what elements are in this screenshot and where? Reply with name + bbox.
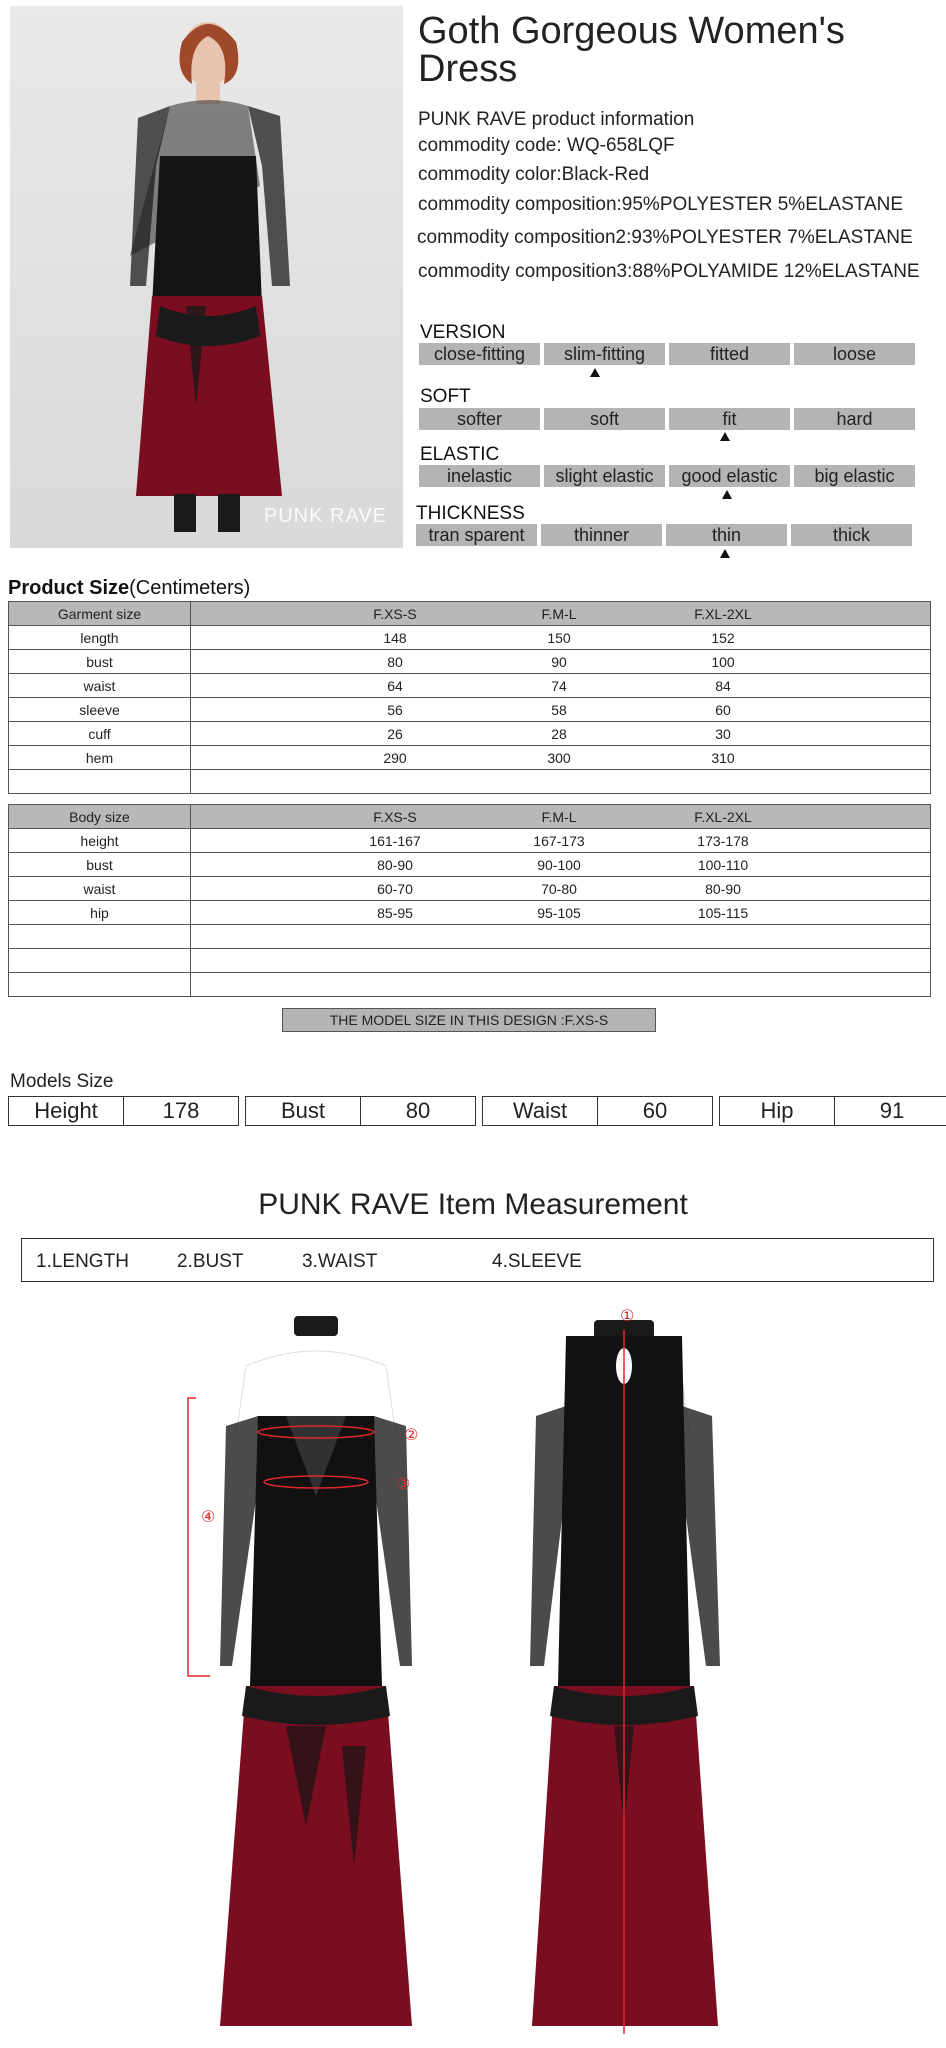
elastic-option: good elastic — [669, 465, 790, 487]
version-option: fitted — [669, 343, 790, 365]
row-label: cuff — [9, 722, 191, 746]
table-cell: 58 — [551, 701, 567, 718]
row-values — [191, 973, 931, 997]
row-values — [191, 722, 931, 746]
table-cell: 64 — [387, 677, 403, 694]
table-row — [9, 650, 931, 674]
models-size-item — [482, 1096, 713, 1126]
product-size-title — [8, 577, 250, 600]
row-values — [191, 650, 931, 674]
row-values — [191, 746, 931, 770]
row-label — [9, 973, 191, 997]
elastic-option: inelastic — [419, 465, 540, 487]
table-header-row — [9, 602, 931, 626]
table-row — [9, 901, 931, 925]
row-label: waist — [9, 674, 191, 698]
table-cell: 28 — [551, 725, 567, 742]
table-cell: 90 — [551, 653, 567, 670]
models-size-item — [719, 1096, 946, 1126]
comp3-value: 88%POLYAMIDE 12%ELASTANE — [632, 261, 920, 282]
row-label: sleeve — [9, 698, 191, 722]
table-header-cell: Garment size — [9, 602, 191, 626]
garment-size-table — [8, 601, 931, 794]
table-cell: 85-95 — [377, 904, 413, 921]
commodity-code — [418, 135, 675, 157]
measure-value: 60 — [597, 1097, 712, 1125]
measure-value: 178 — [123, 1097, 238, 1125]
soft-option: hard — [794, 408, 915, 430]
comp1-value: 95%POLYESTER 5%ELASTANE — [621, 194, 904, 215]
row-values — [191, 698, 931, 722]
attr-version-scale — [419, 343, 915, 365]
row-label — [9, 770, 191, 794]
table-row — [9, 722, 931, 746]
commodity-composition-3 — [418, 261, 920, 283]
table-cell: 74 — [551, 677, 567, 694]
thickness-option: thinner — [541, 524, 662, 546]
measure-label: Hip — [760, 1098, 794, 1123]
table-row — [9, 829, 931, 853]
table-header-cells — [191, 602, 931, 626]
attr-elastic-label: ELASTIC — [420, 444, 500, 465]
row-values — [191, 674, 931, 698]
table-cell: 60-70 — [377, 880, 413, 897]
row-values — [191, 853, 931, 877]
table-cell: 100-110 — [697, 856, 749, 873]
color-label: commodity color: — [418, 164, 562, 185]
marker-waist: ③ — [396, 1476, 411, 1493]
product-photo — [10, 6, 403, 548]
table-row-empty — [9, 770, 931, 794]
elastic-option: big elastic — [794, 465, 915, 487]
dress-front-view — [186, 1306, 516, 2046]
row-values — [191, 901, 931, 925]
dress-back-illustration — [510, 1306, 840, 2046]
table-cell: 70-80 — [541, 880, 577, 897]
table-cell: 80-90 — [377, 856, 413, 873]
legend-sleeve: 4.SLEEVE — [492, 1251, 582, 1272]
table-cell: 100 — [711, 653, 735, 670]
row-label: hem — [9, 746, 191, 770]
table-cell: 161-167 — [369, 832, 421, 849]
row-values — [191, 829, 931, 853]
table-row-empty — [9, 925, 931, 949]
row-label: hip — [9, 901, 191, 925]
elastic-selected-marker — [722, 490, 732, 499]
model-dress-illustration — [10, 6, 403, 548]
version-option: loose — [794, 343, 915, 365]
soft-selected-marker — [720, 432, 730, 441]
attr-elastic-scale — [419, 465, 915, 487]
marker-length: ① — [620, 1308, 635, 1325]
code-value: WQ-658LQF — [566, 135, 675, 156]
row-label: waist — [9, 877, 191, 901]
version-option: slim-fitting — [544, 343, 665, 365]
comp2-value: 93%POLYESTER 7%ELASTANE — [631, 227, 913, 248]
row-values — [191, 949, 931, 973]
table-cell: 80-90 — [705, 880, 741, 897]
marker-sleeve: ④ — [201, 1509, 216, 1526]
models-size-item — [8, 1096, 239, 1126]
measurement-title: PUNK RAVE Item Measurement — [258, 1188, 688, 1221]
thickness-selected-marker — [720, 549, 730, 558]
table-header-cell: F.XL-2XL — [694, 808, 752, 825]
table-header-cell: F.XL-2XL — [694, 605, 752, 622]
table-cell: 152 — [711, 629, 735, 646]
table-header-cell: F.M-L — [541, 808, 577, 825]
version-option: close-fitting — [419, 343, 540, 365]
table-cell: 290 — [383, 749, 407, 766]
legend-waist: 3.WAIST — [302, 1251, 378, 1272]
table-header-cell: Body size — [9, 805, 191, 829]
measure-value: 91 — [834, 1097, 946, 1125]
table-cell: 80 — [387, 653, 403, 670]
table-row — [9, 877, 931, 901]
attr-thickness-scale — [416, 524, 912, 546]
attr-version-label: VERSION — [420, 322, 506, 343]
measure-label: Height — [34, 1098, 98, 1123]
comp3-label: commodity composition3: — [418, 261, 633, 282]
marker-bust: ② — [404, 1427, 419, 1444]
table-header-cell: F.XS-S — [373, 808, 417, 825]
table-header-cells — [191, 805, 931, 829]
thickness-option: thin — [666, 524, 787, 546]
legend-bust: 2.BUST — [177, 1251, 244, 1272]
table-row — [9, 698, 931, 722]
brand-watermark: PUNK RAVE — [263, 505, 387, 527]
dress-back-view — [510, 1306, 840, 2046]
table-cell: 150 — [547, 629, 571, 646]
row-values — [191, 626, 931, 650]
info-heading: PUNK RAVE product information — [418, 109, 695, 130]
soft-option: softer — [419, 408, 540, 430]
row-values — [191, 770, 931, 794]
table-header-cell: F.M-L — [541, 605, 577, 622]
table-row-empty — [9, 949, 931, 973]
code-label: commodity code: — [418, 135, 562, 156]
table-cell: 56 — [387, 701, 403, 718]
thickness-option: thick — [791, 524, 912, 546]
soft-option: soft — [544, 408, 665, 430]
table-cell: 95-105 — [537, 904, 581, 921]
comp2-label: commodity composition2: — [417, 227, 632, 248]
table-row-empty — [9, 973, 931, 997]
table-cell: 105-115 — [697, 904, 749, 921]
commodity-color — [418, 164, 649, 186]
dress-front-illustration — [186, 1306, 516, 2046]
table-cell: 84 — [715, 677, 731, 694]
row-label: length — [9, 626, 191, 650]
row-values — [191, 877, 931, 901]
table-cell: 60 — [715, 701, 731, 718]
legend-length: 1.LENGTH — [36, 1251, 129, 1272]
comp1-label: commodity composition: — [418, 194, 622, 215]
attr-soft-scale — [419, 408, 915, 430]
models-size-row — [8, 1096, 946, 1126]
body-size-table — [8, 804, 931, 997]
commodity-composition-1 — [418, 194, 903, 216]
table-cell: 148 — [383, 629, 407, 646]
table-header-cell: F.XS-S — [373, 605, 417, 622]
version-selected-marker — [590, 368, 600, 377]
measure-value: 80 — [360, 1097, 475, 1125]
table-header-row — [9, 805, 931, 829]
elastic-option: slight elastic — [544, 465, 665, 487]
table-cell: 26 — [387, 725, 403, 742]
row-label — [9, 949, 191, 973]
row-label: height — [9, 829, 191, 853]
models-size-title: Models Size — [10, 1071, 114, 1092]
table-cell: 30 — [715, 725, 731, 742]
row-label: bust — [9, 853, 191, 877]
measure-label: Waist — [512, 1098, 568, 1123]
table-row — [9, 746, 931, 770]
product-size-unit: (Centimeters) — [129, 577, 251, 599]
product-size-heading: Product Size — [8, 577, 130, 599]
row-label — [9, 925, 191, 949]
row-values — [191, 925, 931, 949]
attr-thickness-label: THICKNESS — [416, 503, 525, 524]
table-cell: 90-100 — [537, 856, 581, 873]
models-size-item — [245, 1096, 476, 1126]
soft-option: fit — [669, 408, 790, 430]
product-title: Goth Gorgeous Women's Dress — [418, 10, 845, 90]
table-cell: 167-173 — [533, 832, 585, 849]
color-value: Black-Red — [561, 164, 650, 185]
table-row — [9, 853, 931, 877]
table-cell: 310 — [711, 749, 735, 766]
commodity-composition-2 — [417, 227, 913, 249]
table-row — [9, 626, 931, 650]
measure-label: Bust — [280, 1098, 326, 1123]
model-size-note: THE MODEL SIZE IN THIS DESIGN :F.XS-S — [282, 1008, 656, 1032]
attr-soft-label: SOFT — [420, 386, 471, 407]
thickness-option: tran sparent — [416, 524, 537, 546]
table-row — [9, 674, 931, 698]
table-cell: 300 — [547, 749, 571, 766]
measurement-legend — [21, 1238, 934, 1282]
table-cell: 173-178 — [697, 832, 749, 849]
row-label: bust — [9, 650, 191, 674]
